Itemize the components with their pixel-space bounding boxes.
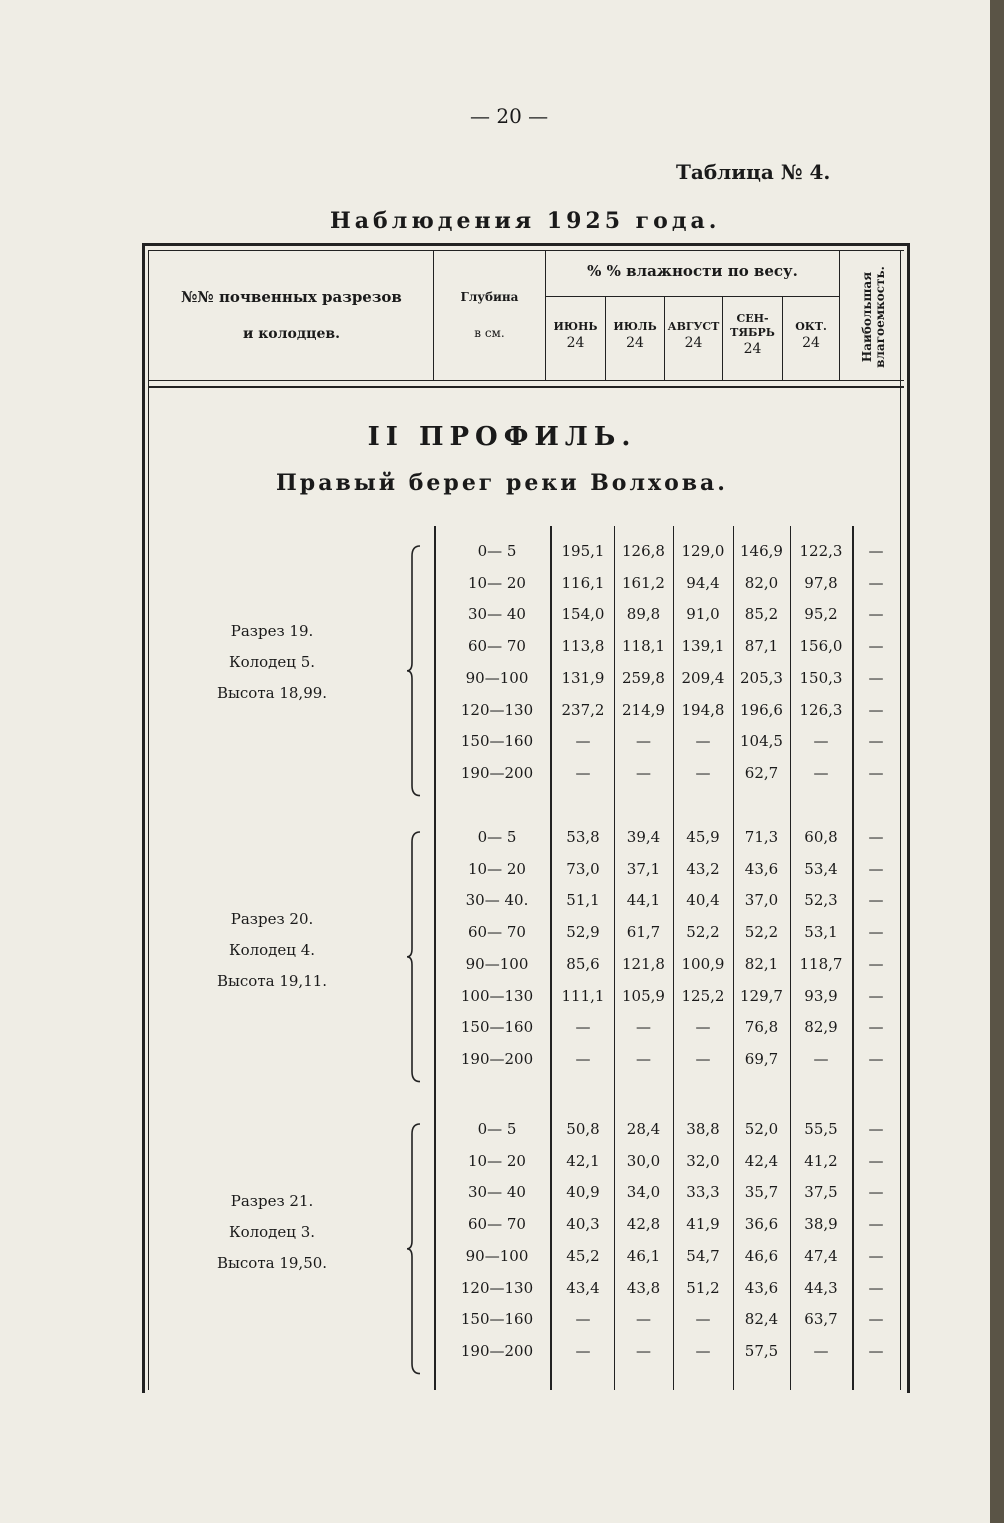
value-cell: — (868, 1120, 884, 1138)
value-cell: 43,2 (686, 859, 720, 878)
month-june-name: ИЮНЬ (553, 320, 598, 333)
section-label-line: Высота 18,99. (216, 684, 328, 702)
value-cell: 32,0 (686, 1151, 720, 1170)
section-brace (406, 830, 424, 1088)
depth-cell: 60— 70 (468, 1215, 526, 1234)
value-cell: — (868, 763, 884, 782)
value-cell: — (636, 1310, 651, 1329)
value-cell: 93,9 (804, 986, 838, 1005)
value-cell: — (868, 732, 884, 751)
depth-cell: 150—160 (460, 1018, 534, 1037)
value-cell: 97,8 (804, 573, 838, 592)
month-june-day: 24 (566, 335, 585, 351)
header-max-capacity-text: Наибольшая влагоемкость. (860, 266, 887, 368)
value-cell: 100,9 (681, 954, 725, 973)
value-cell: 196,6 (740, 700, 783, 719)
value-cell: 43,6 (744, 1278, 779, 1297)
value-cell: — (868, 1246, 884, 1265)
value-cell: 195,1 (561, 542, 605, 560)
value-cell: — (575, 1049, 591, 1068)
depth-cell: 10— 20 (468, 1151, 526, 1170)
value-cell: 121,8 (622, 954, 665, 973)
value-cell: 60,8 (804, 828, 838, 846)
value-cell: 36,6 (744, 1215, 779, 1234)
table-label: Таблица № 4. (676, 160, 831, 184)
value-cell: — (813, 763, 829, 782)
month-june (546, 320, 605, 350)
month-october-name: ОКТ. (795, 320, 827, 333)
value-cell: 129,7 (740, 986, 783, 1005)
month-october-day: 24 (802, 335, 820, 351)
value-cell: 53,1 (804, 923, 838, 942)
value-cell: 82,4 (744, 1310, 779, 1329)
value-cell: 35,7 (744, 1183, 779, 1202)
depth-cell: 0— 5 (477, 542, 517, 560)
col-divider-header-3 (839, 250, 840, 380)
value-cell: — (868, 1341, 884, 1360)
value-cell: 85,6 (566, 954, 600, 973)
value-cell: — (636, 1341, 651, 1360)
value-cell: 43,6 (744, 859, 779, 878)
value-cell: — (868, 859, 884, 878)
value-cell: 43,4 (566, 1278, 600, 1297)
value-cell: 40,4 (686, 891, 720, 910)
value-cell: 40,3 (566, 1215, 600, 1234)
value-cell: — (868, 668, 884, 687)
value-cell: — (868, 1049, 884, 1068)
value-cell: 104,5 (740, 732, 783, 751)
value-cell: 51,1 (566, 891, 600, 910)
value-cell: 44,1 (626, 891, 661, 910)
table-top-rule (142, 243, 910, 246)
value-cell: — (868, 891, 884, 910)
value-cell: 52,3 (804, 891, 838, 910)
value-cell: 30,0 (626, 1151, 661, 1170)
value-cell: 259,8 (622, 668, 665, 687)
value-cell: 237,2 (561, 700, 605, 719)
section-label-line: Высота 19,11. (216, 972, 328, 990)
value-cell: 69,7 (744, 1049, 779, 1068)
section-label-line: Колодец 3. (228, 1223, 316, 1241)
value-cell: — (575, 1018, 591, 1037)
value-cell: 42,4 (744, 1151, 779, 1170)
depth-cell: 190—200 (460, 1049, 534, 1068)
profile-title: II ПРОФИЛЬ. (367, 422, 637, 452)
value-cell: — (813, 1341, 829, 1360)
value-cell: — (636, 1018, 651, 1037)
table-left-border (142, 243, 145, 1393)
value-cell: 52,2 (686, 923, 720, 942)
value-cell: 33,3 (686, 1183, 720, 1202)
value-cell: 139,1 (681, 637, 725, 656)
header-bottom-rule (148, 380, 904, 381)
depth-cell: 0— 5 (477, 828, 517, 846)
value-cell: — (868, 605, 884, 624)
value-cell: 82,0 (744, 573, 779, 592)
value-cell: 95,2 (804, 605, 838, 624)
header-depth-line1: Глубина (460, 290, 519, 304)
value-cell: 209,4 (681, 668, 725, 687)
bank-title: Правый берег реки Волхова. (276, 470, 728, 496)
value-cell: 40,9 (566, 1183, 600, 1202)
value-cell: 131,9 (561, 668, 605, 687)
value-cell: 113,8 (561, 637, 605, 656)
value-cell: 41,2 (804, 1151, 838, 1170)
value-cell: 194,8 (681, 700, 725, 719)
value-cell: — (695, 1310, 711, 1329)
value-cell: 126,3 (799, 700, 843, 719)
value-cell: 205,3 (740, 668, 783, 687)
month-july-day: 24 (626, 335, 644, 351)
value-cell: 129,0 (681, 542, 725, 560)
value-cell: 154,0 (561, 605, 605, 624)
value-cell: 38,8 (686, 1120, 720, 1138)
value-cell: 45,9 (686, 828, 720, 846)
value-cell: 52,9 (566, 923, 600, 942)
value-cell: 161,2 (622, 573, 665, 592)
value-cell: — (575, 732, 591, 751)
value-cell: — (695, 763, 711, 782)
value-cell: — (868, 954, 884, 973)
value-cell: — (695, 1018, 711, 1037)
value-cell: 52,0 (744, 1120, 779, 1138)
value-cell: 61,7 (626, 923, 661, 942)
section-label-line: Колодец 5. (228, 653, 316, 671)
value-cell: 91,0 (686, 605, 720, 624)
table-right-border-inner (900, 250, 901, 1390)
value-cell: 146,9 (740, 542, 783, 560)
value-cell: — (868, 542, 884, 560)
value-cell: 122,3 (799, 542, 843, 560)
value-cell: 85,2 (744, 605, 779, 624)
header-bottom-rule-double (148, 386, 904, 388)
value-cell: 111,1 (561, 986, 605, 1005)
value-cell: — (575, 763, 591, 782)
depth-cell: 120—130 (460, 700, 534, 719)
depth-cell: 120—130 (460, 1278, 534, 1297)
value-cell: 89,8 (626, 605, 661, 624)
header-sections-line1: №№ почвенных разрезов (181, 288, 402, 306)
value-cell: 39,4 (626, 828, 661, 846)
value-cell: 37,0 (744, 891, 779, 910)
col-divider-header-1 (433, 250, 434, 380)
value-cell: — (868, 1018, 884, 1037)
value-cell: 71,3 (744, 828, 779, 846)
value-cell: — (695, 1341, 711, 1360)
month-september-day: 24 (743, 341, 762, 357)
value-cell: 73,0 (566, 859, 600, 878)
value-cell: 125,2 (681, 986, 725, 1005)
month-september (723, 312, 782, 356)
value-cell: 57,5 (744, 1341, 779, 1360)
value-cell: 53,4 (804, 859, 838, 878)
value-cell: 52,2 (744, 923, 779, 942)
table-left-border-inner (148, 250, 149, 1390)
value-cell: — (868, 923, 884, 942)
section-label-line: Разрез 20. (230, 910, 314, 928)
value-cell: — (636, 732, 651, 751)
value-cell: 43,8 (626, 1278, 661, 1297)
depth-cell: 100—130 (460, 986, 534, 1005)
value-cell: 63,7 (804, 1310, 838, 1329)
depth-cell: 190—200 (460, 1341, 534, 1360)
value-cell: — (575, 1310, 591, 1329)
observations-title: Наблюдения 1925 года. (330, 208, 721, 234)
section-brace (406, 1122, 424, 1380)
value-cell: — (695, 732, 711, 751)
value-cell: 116,1 (561, 573, 605, 592)
humidity-header-rule (545, 296, 839, 297)
value-cell: 38,9 (804, 1215, 838, 1234)
value-cell: 44,3 (804, 1278, 838, 1297)
value-cell: — (868, 1278, 884, 1297)
value-cell: — (636, 1049, 651, 1068)
value-cell: — (868, 700, 884, 719)
value-cell: 118,7 (799, 954, 843, 973)
value-cell: 156,0 (799, 637, 843, 656)
depth-cell: 60— 70 (468, 637, 526, 656)
value-cell: 82,9 (804, 1018, 838, 1037)
month-july-name: ИЮЛЬ (613, 320, 657, 333)
month-august (665, 320, 722, 350)
value-cell: 28,4 (626, 1120, 661, 1138)
value-cell: 37,1 (626, 859, 661, 878)
section-label-line: Разрез 19. (230, 622, 314, 640)
value-cell: 87,1 (744, 637, 779, 656)
depth-cell: 90—100 (465, 668, 529, 687)
month-august-name: АВГУСТ (667, 320, 720, 333)
depth-cell: 150—160 (460, 732, 534, 751)
month-september-name: СЕН- ТЯБРЬ (730, 312, 775, 339)
value-cell: — (636, 763, 651, 782)
depth-cell: 0— 5 (477, 1120, 517, 1138)
header-sections-line2: и колодцев. (242, 326, 341, 342)
month-october (783, 320, 839, 350)
value-cell: 150,3 (799, 668, 843, 687)
depth-cell: 10— 20 (468, 859, 526, 878)
body-divider-depth-left (434, 526, 436, 1390)
depth-cell: 10— 20 (468, 573, 526, 592)
value-cell: 41,9 (686, 1215, 720, 1234)
value-cell: 46,6 (744, 1246, 779, 1265)
value-cell: — (868, 1151, 884, 1170)
value-cell: 105,9 (622, 986, 665, 1005)
month-august-day: 24 (684, 335, 703, 351)
value-cell: 53,8 (566, 828, 600, 846)
value-cell: 37,5 (804, 1183, 838, 1202)
page-number: — 20 — (470, 104, 549, 128)
depth-cell: 150—160 (460, 1310, 534, 1329)
depth-cell: 60— 70 (468, 923, 526, 942)
month-july (606, 320, 664, 350)
section-label-line: Разрез 21. (230, 1192, 314, 1210)
header-max-capacity (862, 262, 886, 372)
value-cell: — (695, 1049, 711, 1068)
table-right-border (907, 243, 910, 1393)
value-cell: — (868, 828, 884, 846)
depth-cell: 190—200 (460, 763, 534, 782)
value-cell: 42,1 (566, 1151, 600, 1170)
section-brace (406, 544, 424, 802)
value-cell: 118,1 (622, 637, 665, 656)
value-cell: — (868, 1183, 884, 1202)
value-cell: — (813, 1049, 829, 1068)
binding-edge (990, 0, 1004, 1523)
value-cell: 51,2 (686, 1278, 720, 1297)
value-cell: — (575, 1341, 591, 1360)
value-cell: 46,1 (626, 1246, 661, 1265)
header-humidity-title: % % влажности по весу. (587, 262, 798, 280)
value-cell: — (868, 1215, 884, 1234)
value-cell: 34,0 (626, 1183, 661, 1202)
value-cell: 47,4 (804, 1246, 838, 1265)
header-depth-line2: в см. (474, 326, 505, 340)
value-cell: 62,7 (744, 763, 779, 782)
depth-cell: 90—100 (465, 1246, 529, 1265)
depth-cell: 30— 40 (468, 605, 526, 624)
value-cell: 214,9 (622, 700, 665, 719)
value-cell: 82,1 (744, 954, 779, 973)
table-top-rule-inner (148, 250, 904, 251)
value-cell: — (813, 732, 829, 751)
value-cell: 50,8 (566, 1120, 600, 1138)
value-cell: 126,8 (622, 542, 665, 560)
value-cell: 55,5 (804, 1120, 838, 1138)
depth-cell: 90—100 (465, 954, 529, 973)
section-label-line: Колодец 4. (228, 941, 316, 959)
value-cell: 45,2 (566, 1246, 600, 1265)
value-cell: 76,8 (744, 1018, 779, 1037)
value-cell: — (868, 1310, 884, 1329)
value-cell: — (868, 637, 884, 656)
value-cell: — (868, 986, 884, 1005)
depth-cell: 30— 40 (468, 1183, 526, 1202)
value-cell: 94,4 (686, 573, 720, 592)
section-label-line: Высота 19,50. (216, 1254, 328, 1272)
depth-cell: 30— 40. (465, 891, 529, 910)
value-cell: 42,8 (626, 1215, 661, 1234)
value-cell: 54,7 (686, 1246, 720, 1265)
value-cell: — (868, 573, 884, 592)
